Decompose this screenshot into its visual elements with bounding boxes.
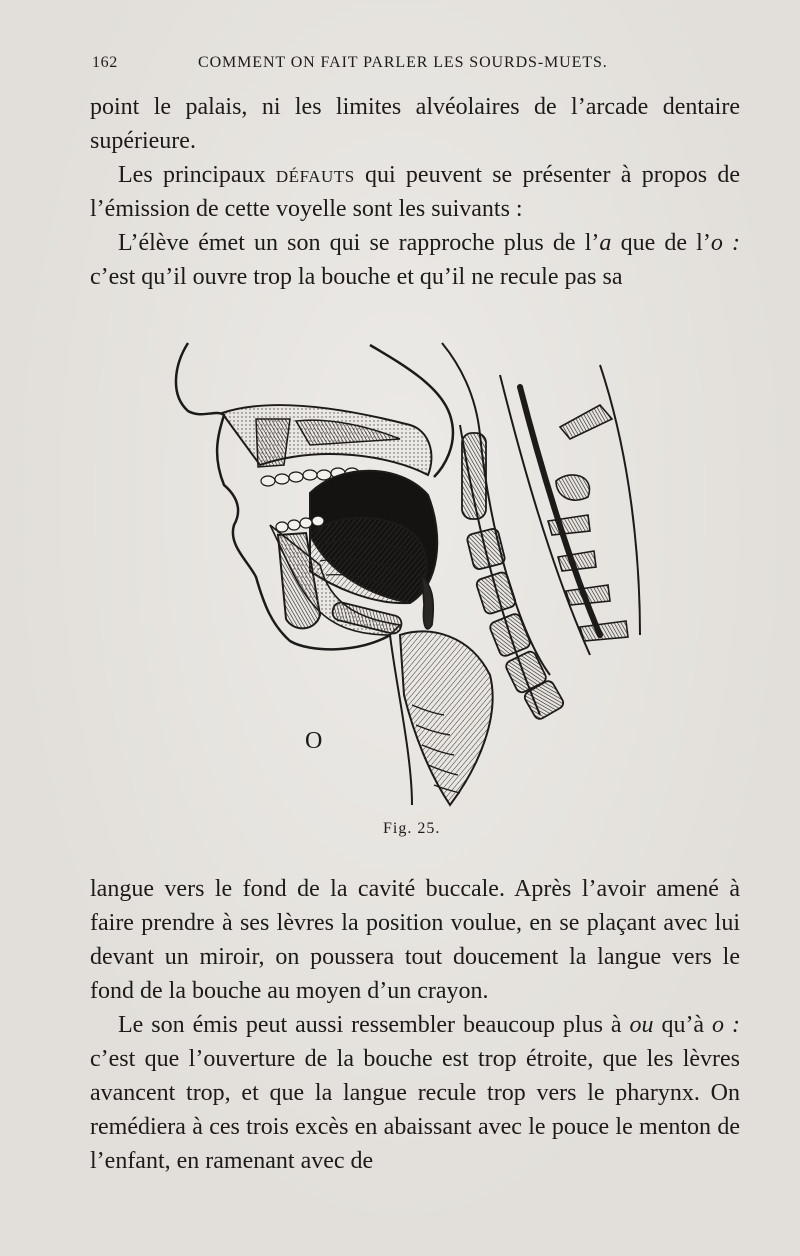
paragraph-text: qui peuvent se présenter à propos de l’émission de cette voyelle sont les suivants : [90, 162, 741, 222]
paragraph-text: qu’à [653, 1012, 713, 1038]
anatomical-illustration [160, 335, 680, 815]
paragraph-langue [90, 872, 740, 1008]
italic-letter: o : [712, 1012, 740, 1038]
paragraph-text: langue vers le fond de la cavité buccale. Après l’avoir amené à faire prendre à ses lèvres la position voulue, en se plaçant avec lui devant un miroir, on poussera tout doucement la langue vers le fond de la bouche au moyen d’un crayon. [90, 876, 740, 1004]
paragraph-text: point le palais, ni les limites alvéolaires de l’arcade dentaire supérieure. [90, 94, 740, 154]
small-caps-term: défauts [275, 162, 355, 188]
paragraph-son-emis [90, 1008, 740, 1178]
top-text-block [90, 90, 740, 294]
page-number: 162 [92, 54, 118, 71]
larynx [400, 631, 493, 805]
paragraph-text: Les principaux [118, 162, 276, 188]
epiglottis [422, 575, 433, 629]
paragraph-eleve [90, 226, 740, 294]
nasal-cavity [256, 419, 290, 467]
bottom-text-block [90, 872, 740, 1178]
paragraph-text: que de l’ [611, 230, 711, 256]
vowel-label: O [305, 728, 323, 754]
paragraph-text: c’est que l’ouverture de la bouche est trop étroite, que les lèvres avancent trop, et que la langue recule trop vers le pharynx. On remédiera à ces trois excès en abaissant avec le pouce le menton de l’enfant, en ramenant avec de [90, 1046, 740, 1174]
paragraph-text: Le son émis peut aussi ressembler beaucoup plus à [118, 1012, 630, 1038]
paragraph-defauts [90, 158, 740, 226]
figure-caption: Fig. 25. [383, 820, 441, 837]
paragraph-continuation [90, 90, 740, 158]
paragraph-text: L’élève émet un son qui se rapproche plus de l’ [118, 230, 600, 256]
page-header [92, 54, 732, 78]
paragraph-text: c’est qu’il ouvre trop la bouche et qu’il ne recule pas sa [90, 264, 623, 290]
italic-letter: ou [629, 1012, 654, 1038]
spinal-outline-outer [500, 375, 590, 655]
italic-letter: a [599, 230, 612, 256]
italic-letter: o : [710, 230, 740, 256]
running-title: COMMENT ON FAIT PARLER LES SOURDS-MUETS. [198, 54, 608, 71]
